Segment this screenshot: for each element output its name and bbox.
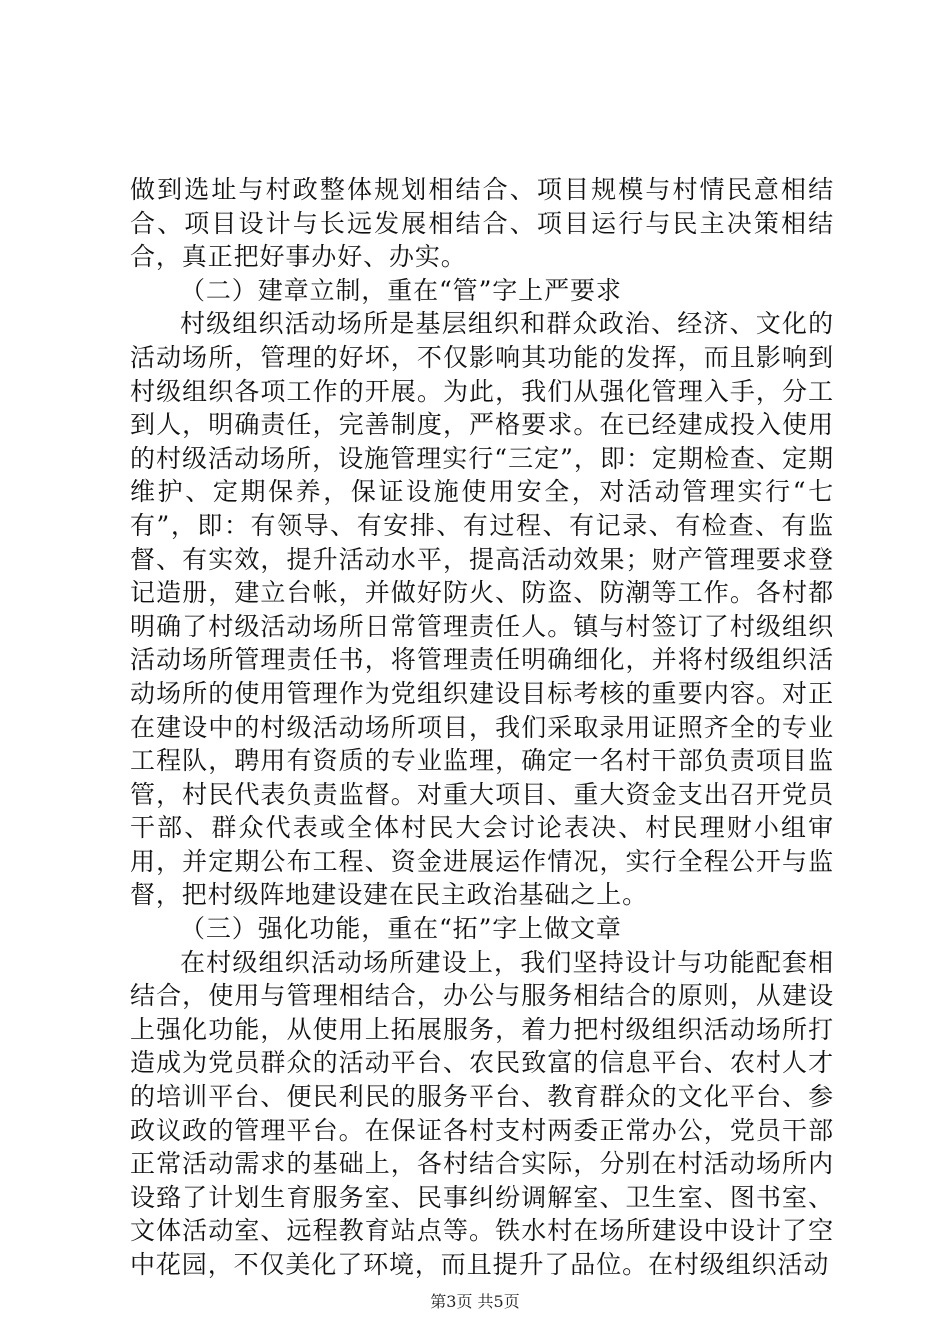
paragraph-management: 村级组织活动场所是基层组织和群众政治、经济、文化的活动场所，管理的好坏，不仅影响其功能的发挥，而且影响到村级组织各项工作的开展。为此，我们从强化管理入手，分工到人，明确责任，完善制度，严格要求。在已经建成投入使用的村级活动场所，设施管理实行“三定”，即：定期检查、定期维护、定期保养，保证设施使用安全，对活动管理实行“七有”，即：有领导、有安排、有过程、有记录、有检查、有监督、有实效，提升活动水平，提高活动效果；财产管理要求登记造册，建立台帐，并做好防火、防盗、防潮等工作。各村都明确了村级活动场所日常管理责任人。镇与村签订了村级组织活动场所管理责任书，将管理责任明确细化，并将村级组织活动场所的使用管理作为党组织建设目标考核的重要内容。对正在建设中的村级活动场所项目，我们采取录用证照齐全的专业工程队，聘用有资质的专业监理，确定一名村干部负责项目监管，村民代表负责监督。对重大项目、重大资金支出召开党员干部、群众代表或全体村民大会讨论表决、村民理财小组审用，并定期公布工程、资金进展运作情况，实行全程公开与监督，把村级阵地建设建在民主政治基础之上。 xyxy=(130,309,834,910)
page-footer: 第3页 共5页 xyxy=(430,1292,520,1311)
paragraph-function: 在村级组织活动场所建设上，我们坚持设计与功能配套相结合，使用与管理相结合，办公与服务相结合的原则，从建设上强化功能，从使用上拓展服务，着力把村级组织活动场所打造成为党员群众的活动平台、农民致富的信息平台、农村人才的培训平台、便民利民的服务平台、教育群众的文化平台、参政议政的管理平台。在保证各村支村两委正常办公，党员干部正常活动需求的基础上，各村结合实际，分别在村活动场所内设臵了计划生育服务室、民事纠纷调解室、卫生室、图书室、文体活动室、远程教育站点等。铁水村在场所建设中设计了空中花园，不仅美化了环境，而且提升了品位。在村级组织活动 xyxy=(130,947,834,1279)
document-body xyxy=(130,173,834,1282)
section-heading-3: （三）强化功能，重在“拓”字上做文章 xyxy=(180,914,622,944)
section-heading-2: （二）建章立制，重在“管”字上严要求 xyxy=(180,275,622,305)
paragraph-continued: 做到选址与村政整体规划相结合、项目规模与村情民意相结合、项目设计与长远发展相结合、项目运行与民主决策相结合，真正把好事办好、办实。 xyxy=(130,175,834,272)
